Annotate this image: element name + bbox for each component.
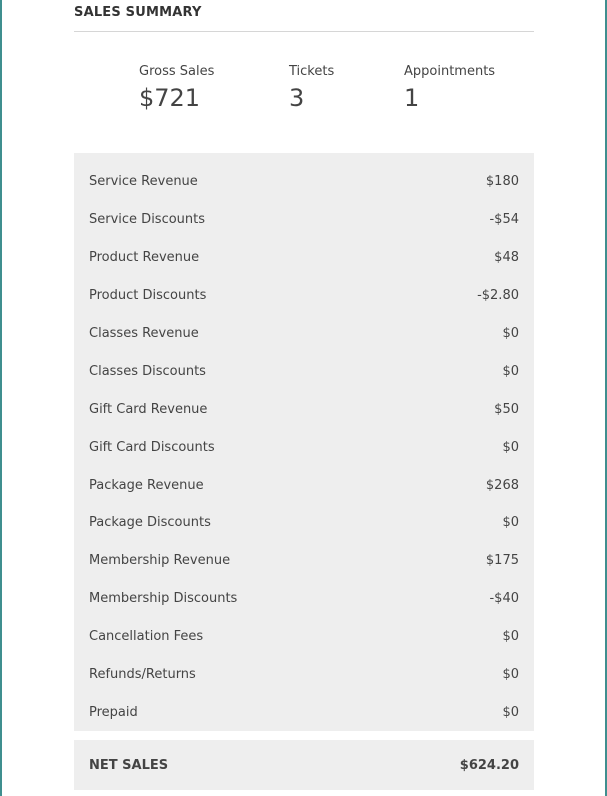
row-label: Membership Revenue xyxy=(89,553,231,569)
row-label: Membership Discounts xyxy=(89,591,238,607)
stat-label: Appointments xyxy=(404,64,496,79)
row-label: Classes Discounts xyxy=(89,363,206,379)
sales-summary-panel xyxy=(74,0,534,790)
row-label: Gift Card Discounts xyxy=(89,439,215,455)
row-value: -$40 xyxy=(489,591,519,607)
table-row xyxy=(74,542,534,580)
stat-label: Gross Sales xyxy=(139,64,215,79)
row-value: $268 xyxy=(485,477,519,493)
net-sales-value: $624.20 xyxy=(459,757,519,773)
stat-gross-sales xyxy=(139,64,214,112)
stat-value: $721 xyxy=(139,84,201,112)
table-row xyxy=(74,693,534,731)
row-label: Package Discounts xyxy=(89,515,211,531)
row-label: Package Revenue xyxy=(89,477,204,493)
stat-tickets xyxy=(289,64,334,112)
table-row xyxy=(74,618,534,656)
row-value: -$2.80 xyxy=(477,288,519,304)
table-row xyxy=(74,466,534,504)
row-label: Cancellation Fees xyxy=(89,629,204,645)
divider xyxy=(74,731,534,740)
summary-stats xyxy=(74,32,534,153)
row-value: -$54 xyxy=(489,212,519,228)
row-label: Product Discounts xyxy=(89,288,207,304)
row-label: Product Revenue xyxy=(89,250,200,266)
table-row xyxy=(74,163,534,201)
row-value: $48 xyxy=(494,250,519,266)
stat-appointments xyxy=(404,64,495,112)
table-row xyxy=(74,239,534,277)
row-value: $0 xyxy=(502,439,519,455)
row-value: $0 xyxy=(502,629,519,645)
row-value: $0 xyxy=(502,515,519,531)
table-row xyxy=(74,428,534,466)
stat-value: 1 xyxy=(404,84,420,112)
row-label: Gift Card Revenue xyxy=(89,401,208,417)
stat-value: 3 xyxy=(289,84,305,112)
row-value: $50 xyxy=(494,401,519,417)
row-label: Service Discounts xyxy=(89,212,206,228)
row-label: Classes Revenue xyxy=(89,326,199,341)
row-label: Refunds/Returns xyxy=(89,667,196,683)
table-row xyxy=(74,315,534,353)
row-value: $0 xyxy=(502,704,519,720)
row-label: Prepaid xyxy=(89,704,138,720)
sales-breakdown-table xyxy=(74,153,534,731)
row-value: $175 xyxy=(485,553,519,569)
table-row xyxy=(74,390,534,428)
table-row xyxy=(74,656,534,694)
row-value: $180 xyxy=(485,174,519,190)
table-row xyxy=(74,580,534,618)
row-label: Service Revenue xyxy=(89,174,198,190)
row-value: $0 xyxy=(502,363,519,379)
table-row xyxy=(74,352,534,390)
table-row xyxy=(74,277,534,315)
table-row xyxy=(74,504,534,542)
row-value: $0 xyxy=(502,667,519,683)
net-sales-label: NET SALES xyxy=(89,757,169,773)
row-value: $0 xyxy=(502,326,519,341)
stat-label: Tickets xyxy=(289,64,335,79)
net-sales-row xyxy=(74,740,534,790)
table-row xyxy=(74,201,534,239)
section-title: SALES SUMMARY xyxy=(74,0,534,32)
